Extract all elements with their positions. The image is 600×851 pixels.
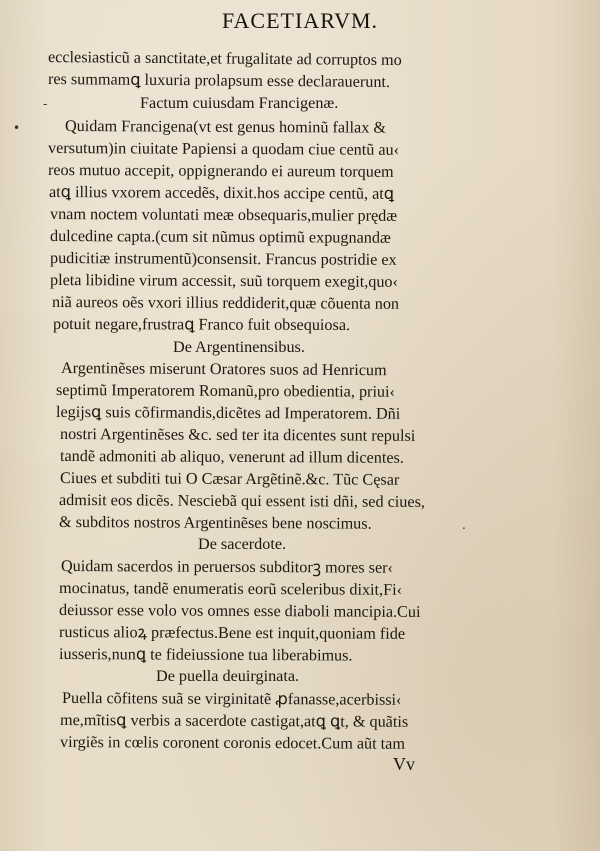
text-line: Quidam Francigena(vt est genus hominũ fallax &: [64, 117, 387, 137]
margin-dot-icon: .: [462, 518, 466, 532]
text-line: tandẽ admoniti ab aliquo, venerunt ad illum dicentes.: [59, 447, 404, 467]
text-line: niã aureos oẽs vxori illius reddiderit,quæ cõuenta non: [51, 293, 400, 313]
section-heading: Factum cuiusdam Francigenæ.: [140, 94, 339, 112]
text-line: reos mutuo accepit, oppignerando ei aureum torquem: [47, 161, 394, 181]
text-line: potuit negare,frustraꝗ Franco fuit obsequiosa.: [52, 315, 351, 335]
section-heading: De puella deuirginata.: [156, 667, 300, 685]
text-line: Ciues et subditi tui O Cæsar Argẽtinẽ.&c. Tũc Cęsar: [59, 469, 400, 489]
text-line: & subditos nostros Argentinẽses bene noscimus.: [58, 513, 372, 533]
margin-dash-icon: -: [43, 97, 48, 111]
text-line: res summamꝗ luxuria prolapsum esse declarauerunt.: [47, 70, 391, 91]
text-line: Argentinẽses miserunt Oratores suos ad Henricum: [60, 359, 387, 380]
text-line: virgiẽs in cœlis coronent coronis edocet.Cum aũt tam: [59, 733, 406, 753]
text-line: dulcedine capta.(cum sit nũmus optimũ expugnandæ: [49, 227, 391, 247]
text-line: admisit eos dicẽs. Nesciebã qui essent isti dñi, sed ciues,: [58, 491, 425, 511]
text-line: deiussor esse volo vos omnes esse diaboli mancipia.Cui: [58, 601, 421, 621]
text-line: pleta libidine virum accessit, suũ torquem exegit,quo‹: [49, 271, 398, 291]
text-line: pudicitiæ instrumentũ)consensit. Francus postridie ex: [49, 249, 397, 269]
section-heading: De sacerdote.: [198, 535, 287, 553]
margin-dot-icon: •: [13, 121, 21, 135]
text-line: atꝗ illius vxorem accedẽs, dixit.hos accipe centũ, atꝗ: [48, 183, 395, 203]
signature-mark: Vv: [393, 754, 415, 774]
running-head: FACETIARVM.: [221, 8, 379, 33]
text-line: nostri Argentinẽses &c. sed ter ita dicentes sunt repulsi: [59, 425, 416, 445]
text-line: iusseris,nunꝗ te fideiussione tua liberabimus.: [58, 645, 353, 665]
text-line: me,mĩtisꝗ verbis a sacerdote castigat,atꝗ ꝗt, & quãtis: [59, 711, 409, 731]
text-line: Quidam sacerdos in peruersos subditorꝫ mores ser‹: [60, 557, 393, 577]
text-line: ecclesiasticũ a sanctitate,et frugalitate ad corruptos mo: [47, 48, 402, 70]
section-heading: De Argentinensibus.: [173, 338, 305, 356]
text-line: rusticus alioꝝ præfectus.Bene est inquit,quoniam fide: [58, 623, 406, 643]
text-line: septimũ Imperatorem Romanũ,pro obedientia, priui‹: [55, 381, 395, 401]
text-line: vnam noctem voluntati meæ obsequaris,mulier prędæ: [49, 205, 398, 225]
text-line: mocinatus, tandẽ enumeratis eorũ sceleribus dixit,Fi‹: [58, 579, 403, 599]
text-line: Puella cõfitens suã se virginitatẽ ꝓfanasse,acerbissi‹: [61, 689, 402, 709]
text-line: versutum)in ciuitate Papiensi a quodam ciue centũ au‹: [47, 139, 400, 159]
text-line: legijsꝗ suis cõfirmandis,dicẽtes ad Imperatorem. Dñi: [55, 403, 401, 423]
